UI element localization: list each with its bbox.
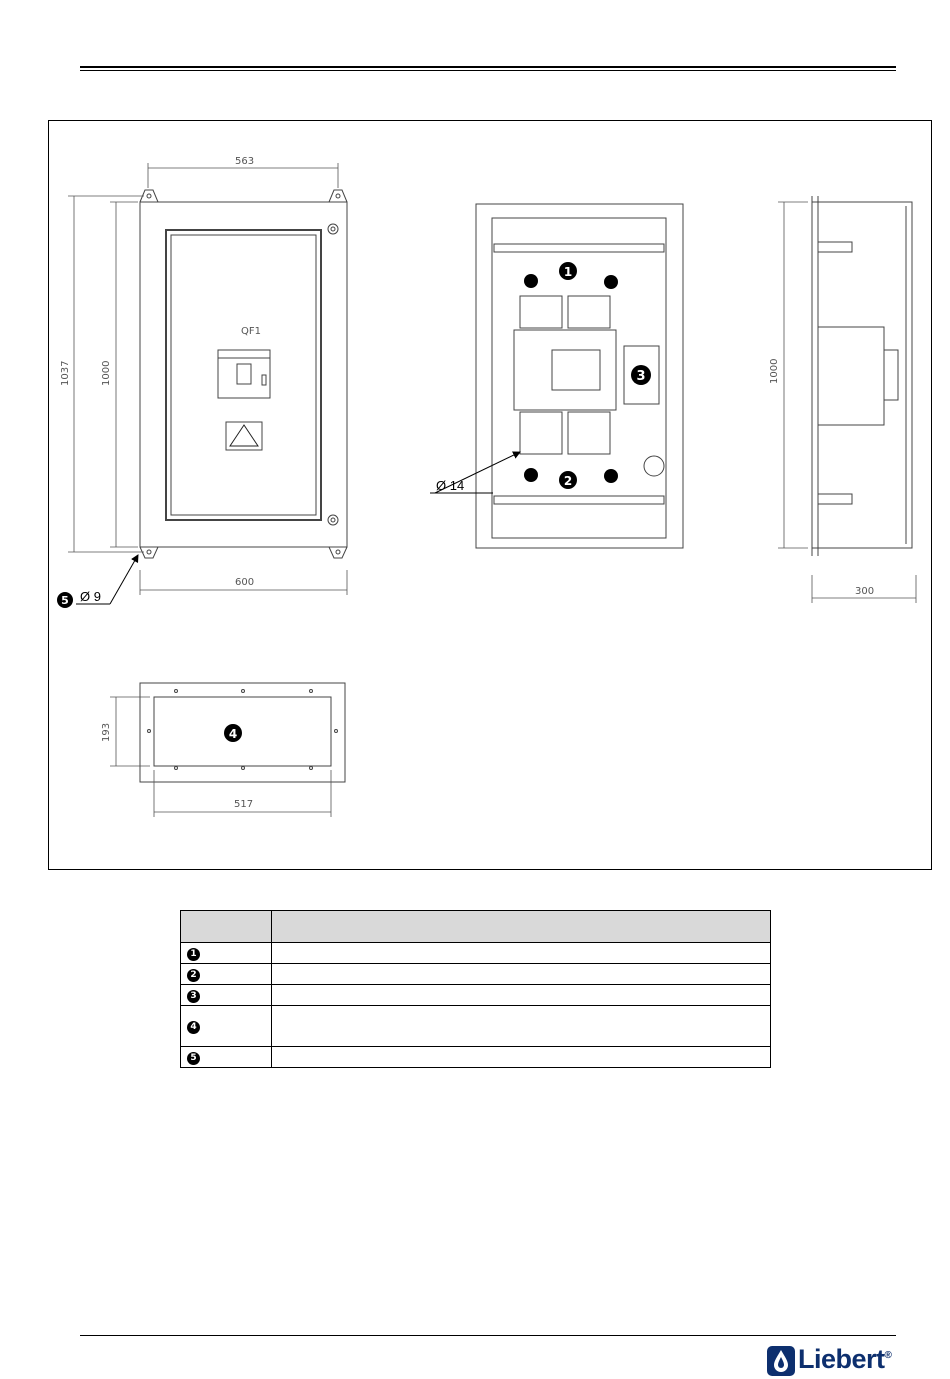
svg-text:4: 4 — [228, 727, 238, 741]
legend-marker-4: 4 — [187, 1021, 200, 1034]
legend-row-text — [272, 964, 771, 985]
dim-bottom-width: 600 — [235, 577, 255, 588]
legend-marker-5: 5 — [187, 1052, 200, 1065]
liebert-logo-icon — [766, 1345, 796, 1377]
breaker-tag-label: QF1 — [241, 326, 261, 337]
dim-body-height: 1000 — [101, 360, 112, 386]
gland-plate — [140, 683, 345, 782]
legend-marker-3: 3 — [187, 990, 200, 1003]
brand-name: Liebert® — [798, 1344, 892, 1374]
dim-gland-width: 517 — [234, 799, 254, 810]
svg-text:5: 5 — [61, 594, 69, 607]
legend-row — [181, 985, 771, 1006]
legend-row — [181, 1006, 771, 1047]
dim-side-depth: 300 — [855, 586, 875, 597]
legend-marker-2: 2 — [187, 969, 200, 982]
callout-hole-large: Ø 14 — [436, 478, 465, 493]
legend-header-item — [181, 911, 272, 943]
legend-marker-1: 1 — [187, 948, 200, 961]
dim-gland-height: 193 — [101, 722, 112, 742]
callout-hole-small: Ø 9 — [80, 589, 101, 604]
footer-rule — [80, 1335, 896, 1336]
registered-mark: ® — [884, 1350, 892, 1361]
legend-row-text — [272, 943, 771, 964]
legend-table — [180, 910, 771, 1068]
dim-total-height: 1037 — [60, 360, 71, 386]
marker-2: 2 — [563, 474, 573, 488]
legend-row-text — [272, 985, 771, 1006]
inner-view — [476, 204, 683, 548]
marker-1: 1 — [563, 265, 573, 279]
legend-header-row — [181, 911, 771, 943]
side-view — [812, 196, 912, 556]
legend-row — [181, 943, 771, 964]
legend-row-text — [272, 1047, 771, 1068]
dim-side-height: 1000 — [769, 358, 780, 384]
legend-row-text — [272, 1006, 771, 1047]
marker-3: 3 — [636, 369, 646, 384]
front-view — [140, 190, 347, 558]
legend-row — [181, 964, 771, 985]
legend-row — [181, 1047, 771, 1068]
legend-header-description — [272, 911, 771, 943]
dim-top-width: 563 — [235, 156, 255, 167]
